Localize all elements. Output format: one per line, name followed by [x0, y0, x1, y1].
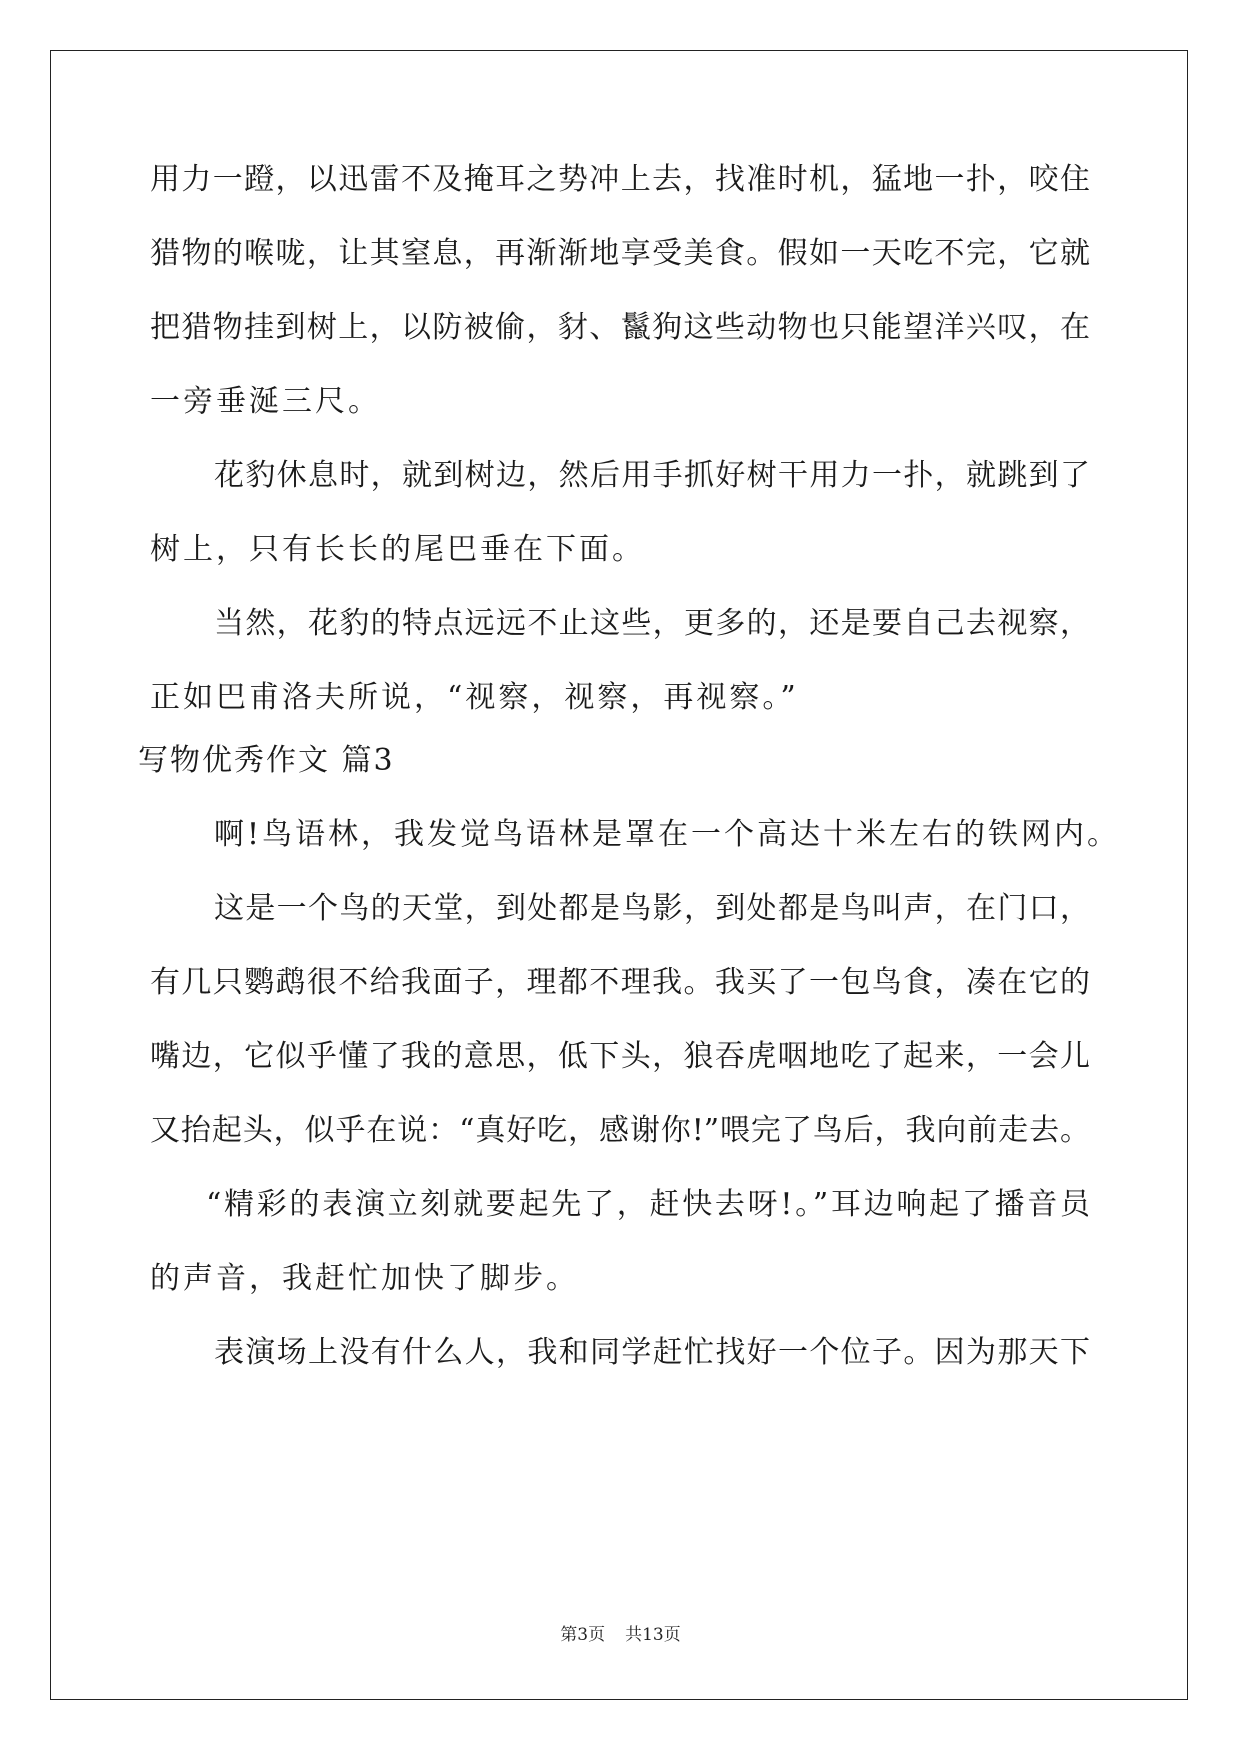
page-border [50, 50, 1188, 1700]
text-line: 当然，花豹的特点远远不止这些，更多的，还是要自己去视察， [214, 606, 1090, 641]
text-line: 的声音，我赶忙加快了脚步。 [150, 1261, 579, 1296]
text-line: 猎物的喉咙，让其窒息，再渐渐地享受美食。假如一天吃不完，它就 [150, 236, 1090, 271]
text-line: 嘴边，它似乎懂了我的意思，低下头，狼吞虎咽地吃了起来，一会儿 [150, 1039, 1090, 1074]
text-line: 正如巴甫洛夫所说，“视察，视察，再视察。” [150, 680, 799, 715]
text-line: 树上，只有长长的尾巴垂在下面。 [150, 532, 645, 567]
text-line: 花豹休息时，就到树边，然后用手抓好树干用力一扑，就跳到了 [214, 458, 1090, 493]
text-line: 把猎物挂到树上，以防被偷，豺、鬣狗这些动物也只能望洋兴叹，在 [150, 310, 1090, 345]
page-number: 第3页 [560, 1625, 606, 1645]
section-heading: 写物优秀作文 篇3 [138, 743, 395, 778]
text-line: 用力一蹬，以迅雷不及掩耳之势冲上去，找准时机，猛地一扑，咬住 [150, 162, 1090, 197]
text-line: 一旁垂涎三尺。 [150, 384, 381, 419]
text-line: 有几只鹦鹉很不给我面子，理都不理我。我买了一包鸟食，凑在它的 [150, 965, 1090, 1000]
text-line: “精彩的表演立刻就要起先了，赶快去呀!。”耳边响起了播音员 [206, 1187, 1090, 1222]
page-footer [0, 1623, 1241, 1647]
page-total: 共13页 [625, 1625, 681, 1645]
text-line: 又抬起头，似乎在说：“真好吃，感谢你!”喂完了鸟后，我向前走去。 [150, 1113, 1090, 1148]
text-line: 表演场上没有什么人，我和同学赶忙找好一个位子。因为那天下 [214, 1335, 1090, 1370]
text-line: 啊!鸟语林，我发觉鸟语林是罩在一个高达十米左右的铁网内。 [214, 817, 1121, 852]
text-line: 这是一个鸟的天堂，到处都是鸟影，到处都是鸟叫声，在门口， [214, 891, 1090, 926]
